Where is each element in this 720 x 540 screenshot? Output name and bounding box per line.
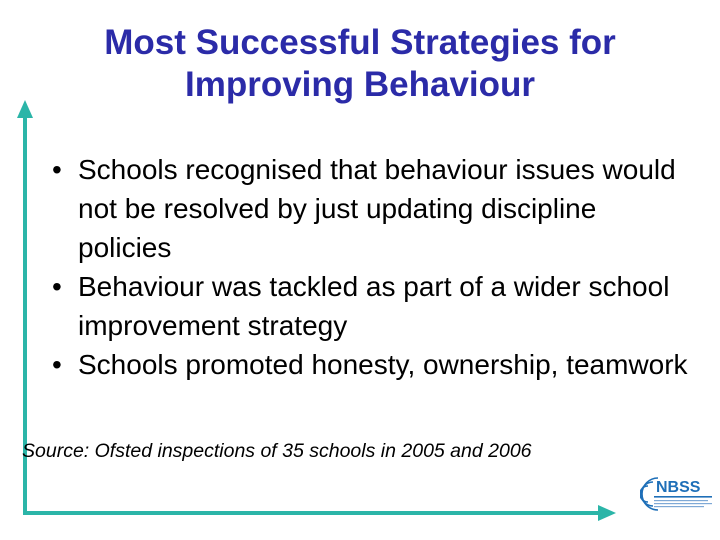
bullet-icon: • bbox=[52, 154, 62, 185]
bullet-item bbox=[52, 150, 692, 267]
source-note: Source: Ofsted inspections of 35 schools in 2005 and 2006 bbox=[22, 440, 532, 462]
slide-title-line-2: Improving Behaviour bbox=[184, 65, 536, 104]
bullet-list bbox=[52, 150, 692, 384]
bullet-item bbox=[52, 345, 692, 384]
slide-title bbox=[40, 22, 680, 106]
logo-text: NBSS bbox=[656, 479, 701, 496]
nbss-logo-icon bbox=[640, 468, 718, 518]
bullet-icon: • bbox=[52, 271, 62, 302]
slide-title-line-1: Most Successful Strategies for bbox=[104, 23, 616, 62]
bullet-item bbox=[52, 267, 692, 345]
bullet-icon: • bbox=[52, 349, 62, 380]
bullet-text: Behaviour was tackled as part of a wider school improvement strategy bbox=[78, 271, 670, 341]
right-arrowhead-icon bbox=[598, 505, 616, 521]
bullet-text: Schools recognised that behaviour issues would not be resolved by just updating discipline policies bbox=[78, 154, 676, 263]
up-arrowhead-icon bbox=[17, 100, 33, 118]
bullet-text: Schools promoted honesty, ownership, teamwork bbox=[78, 349, 688, 380]
